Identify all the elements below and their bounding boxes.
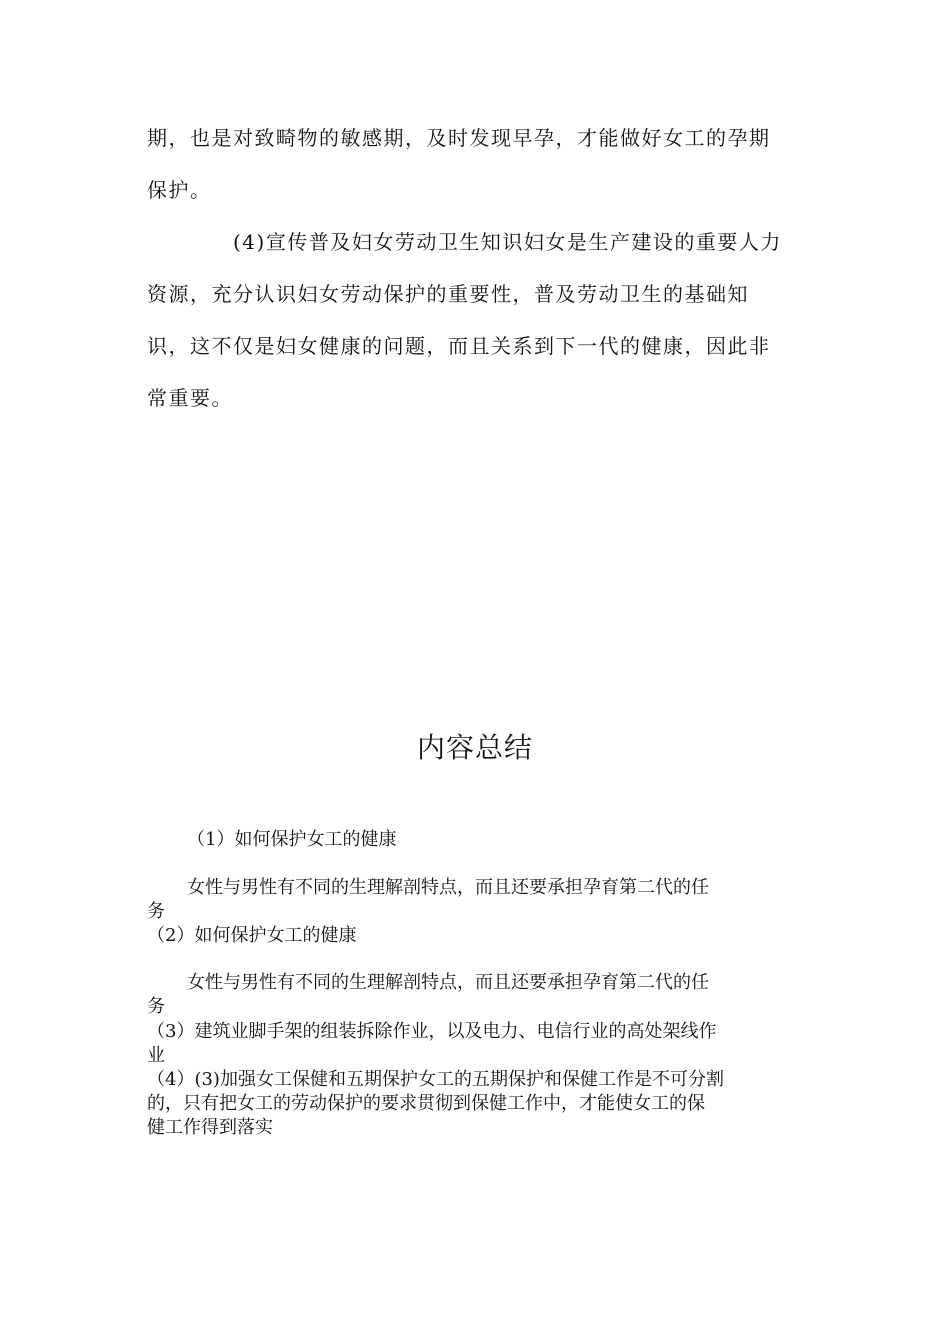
summary-item-2 (147, 924, 807, 948)
body-paragraph-1 (147, 112, 807, 216)
summary-line: （2）如何保护女工的健康 (147, 925, 357, 946)
summary-line: 女性与男性有不同的生理解剖特点，而且还要承担孕育第二代的任 (187, 972, 709, 993)
summary-line: （3）建筑业脚手架的组装拆除作业，以及电力、电信行业的高处架线作 (147, 1021, 717, 1042)
paragraph-line: 识，这不仅是妇女健康的问题，而且关系到下一代的健康，因此非 (147, 334, 771, 358)
summary-line: 女性与男性有不同的生理解剖特点，而且还要承担孕育第二代的任 (187, 877, 709, 898)
paragraph-line: 资源，充分认识妇女劳动保护的重要性，普及劳动卫生的基础知 (147, 282, 749, 306)
paragraph-line: 常重要。 (147, 386, 233, 410)
body-paragraph-2 (147, 216, 807, 424)
paragraph-line: (4)宣传普及妇女劳动卫生知识妇女是生产建设的重要人力 (233, 230, 782, 254)
summary-item-4 (147, 1068, 807, 1140)
summary-item-1-detail (147, 876, 807, 924)
paragraph-line: 保护。 (147, 178, 212, 202)
summary-item-2-detail (147, 971, 807, 1019)
summary-line: 务 (147, 996, 165, 1017)
summary-line: 健工作得到落实 (147, 1117, 273, 1138)
summary-line: （1）如何保护女工的健康 (187, 829, 397, 850)
summary-line: （4）(3)加强女工保健和五期保护女工的五期保护和保健工作是不可分割 (147, 1069, 724, 1090)
summary-line: 务 (147, 901, 165, 922)
summary-item-3 (147, 1020, 807, 1068)
summary-line: 业 (147, 1045, 165, 1066)
summary-title: 内容总结 (416, 731, 533, 764)
summary-line: 的，只有把女工的劳动保护的要求贯彻到保健工作中，才能使女工的保 (147, 1093, 705, 1114)
paragraph-line: 期，也是对致畸物的敏感期，及时发现早孕，才能做好女工的孕期 (147, 126, 771, 150)
summary-item-1 (147, 828, 847, 852)
